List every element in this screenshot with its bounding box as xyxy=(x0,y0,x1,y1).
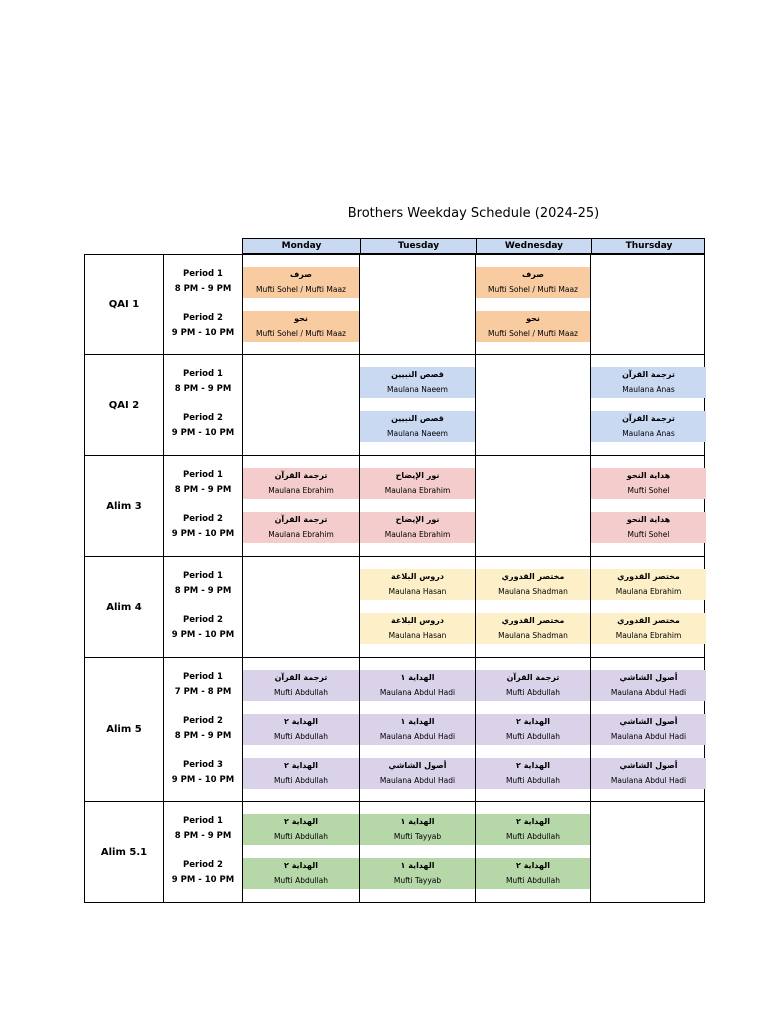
subject-name: ترجمة القرآن xyxy=(274,515,328,524)
teacher-name: Maulana Ebrahim xyxy=(615,631,682,640)
day-cell-thursday xyxy=(591,255,706,354)
day-cell-thursday xyxy=(591,658,706,801)
day-cell-monday xyxy=(243,456,360,556)
class-session xyxy=(243,858,359,889)
teacher-name: Mufti Abdullah xyxy=(505,688,561,697)
schedule-title: Brothers Weekday Schedule (2024-25) xyxy=(347,206,600,221)
day-cell-tuesday xyxy=(360,355,476,455)
teacher-name: Maulana Anas xyxy=(622,385,675,394)
subject-name: مختصر القدوري xyxy=(617,616,680,625)
period-time: 9 PM - 10 PM xyxy=(171,630,235,640)
day-cell-monday xyxy=(243,355,360,455)
teacher-name: Maulana Abdul Hadi xyxy=(610,732,687,741)
period-label: Period 1 xyxy=(183,672,223,682)
day-cell-thursday xyxy=(591,557,706,657)
teacher-name: Mufti Sohel xyxy=(627,486,670,495)
day-header-monday: Monday xyxy=(281,241,322,251)
class-session xyxy=(243,512,359,543)
class-session xyxy=(591,468,706,499)
day-header-tuesday: Tuesday xyxy=(360,239,476,253)
teacher-name: Mufti Abdullah xyxy=(273,776,329,785)
class-session xyxy=(360,512,475,543)
period-label: Period 2 xyxy=(183,860,223,870)
teacher-name: Mufti Abdullah xyxy=(273,832,329,841)
period-time: 9 PM - 10 PM xyxy=(171,529,235,539)
subject-name: مختصر القدوري xyxy=(501,572,565,581)
class-session xyxy=(476,858,590,889)
class-session xyxy=(591,411,706,442)
class-session xyxy=(243,670,359,701)
teacher-name: Mufti Abdullah xyxy=(273,688,329,697)
subject-name: ترجمة القرآن xyxy=(274,471,328,480)
subject-name: ترجمة القرآن xyxy=(622,414,675,423)
teacher-name: Maulana Naeem xyxy=(387,429,448,438)
teacher-name: Maulana Abdul Hadi xyxy=(379,776,456,785)
class-name: Alim 5.1 xyxy=(85,802,164,902)
class-session xyxy=(591,758,706,789)
day-cell-thursday xyxy=(591,355,706,455)
period-time: 9 PM - 10 PM xyxy=(171,775,235,785)
teacher-name: Maulana Abdul Hadi xyxy=(379,688,456,697)
period-time: 9 PM - 10 PM xyxy=(171,428,235,438)
day-cell-tuesday xyxy=(360,255,476,354)
period-column xyxy=(164,802,243,902)
day-cell-thursday xyxy=(591,802,706,902)
subject-name: هداية النحو xyxy=(626,515,671,524)
subject-name: الهداية ٢ xyxy=(284,717,318,726)
subject-name: الهداية ٢ xyxy=(516,761,550,770)
period-label: Period 1 xyxy=(183,470,223,480)
class-session xyxy=(591,512,706,543)
period-column xyxy=(164,557,243,657)
class-session xyxy=(360,670,475,701)
class-session xyxy=(360,367,475,398)
teacher-name: Mufti Sohel xyxy=(627,530,670,539)
period-label: Period 2 xyxy=(183,313,223,323)
class-row xyxy=(84,557,705,658)
teacher-name: Maulana Anas xyxy=(622,429,675,438)
teacher-name: Mufti Sohel / Mufti Maaz xyxy=(488,285,578,294)
period-label: Period 2 xyxy=(183,716,223,726)
teacher-name: Mufti Abdullah xyxy=(505,876,561,885)
class-session xyxy=(360,758,475,789)
class-session xyxy=(476,267,590,298)
period-time: 8 PM - 9 PM xyxy=(174,586,232,596)
teacher-name: Maulana Ebrahim xyxy=(268,486,334,495)
subject-name: نحو xyxy=(526,314,540,323)
class-session xyxy=(360,468,475,499)
class-name: Alim 5 xyxy=(85,658,164,801)
subject-name: أصول الشاشي xyxy=(619,673,678,682)
subject-name: الهداية ٢ xyxy=(516,861,550,870)
class-session xyxy=(243,267,359,298)
schedule-grid xyxy=(84,254,705,903)
class-row xyxy=(84,355,705,456)
teacher-name: Maulana Ebrahim xyxy=(268,530,334,539)
subject-name: ترجمة القرآن xyxy=(274,673,328,682)
day-cell-tuesday xyxy=(360,802,476,902)
class-session xyxy=(476,814,590,845)
teacher-name: Mufti Abdullah xyxy=(505,776,561,785)
period-column xyxy=(164,255,243,354)
day-cell-monday xyxy=(243,255,360,354)
day-cell-wednesday xyxy=(476,355,591,455)
class-session xyxy=(591,670,706,701)
period-time: 8 PM - 9 PM xyxy=(174,485,232,495)
period-label: Period 1 xyxy=(183,816,223,826)
day-cell-wednesday xyxy=(476,802,591,902)
teacher-name: Maulana Ebrahim xyxy=(615,587,682,596)
period-time: 9 PM - 10 PM xyxy=(171,875,235,885)
period-time: 8 PM - 9 PM xyxy=(174,831,232,841)
class-session xyxy=(360,858,475,889)
day-cell-monday xyxy=(243,802,360,902)
subject-name: الهداية ١ xyxy=(400,673,435,682)
teacher-name: Mufti Sohel / Mufti Maaz xyxy=(256,329,346,338)
period-label: Period 1 xyxy=(183,571,223,581)
class-session xyxy=(476,311,590,342)
subject-name: دروس البلاغة xyxy=(391,616,444,625)
class-session xyxy=(360,714,475,745)
class-session xyxy=(591,569,706,600)
subject-name: الهداية ٢ xyxy=(516,717,550,726)
class-session xyxy=(591,714,706,745)
teacher-name: Mufti Tayyab xyxy=(393,832,442,841)
subject-name: الهداية ٢ xyxy=(284,861,318,870)
period-time: 9 PM - 10 PM xyxy=(171,328,235,338)
class-session xyxy=(591,613,706,644)
day-header-row xyxy=(242,238,705,254)
teacher-name: Maulana Ebrahim xyxy=(384,486,451,495)
day-cell-tuesday xyxy=(360,456,476,556)
class-name: Alim 4 xyxy=(85,557,164,657)
teacher-name: Mufti Tayyab xyxy=(393,876,442,885)
teacher-name: Mufti Abdullah xyxy=(505,732,561,741)
period-column xyxy=(164,658,243,801)
subject-name: أصول الشاشي xyxy=(388,761,447,770)
subject-name: الهداية ١ xyxy=(400,861,435,870)
subject-name: نور الإيضاح xyxy=(395,471,440,480)
subject-name: نحو xyxy=(294,314,308,323)
period-column xyxy=(164,456,243,556)
class-session xyxy=(360,569,475,600)
class-session xyxy=(476,613,590,644)
subject-name: الهداية ٢ xyxy=(284,817,318,826)
teacher-name: Mufti Sohel / Mufti Maaz xyxy=(488,329,578,338)
subject-name: نور الإيضاح xyxy=(395,515,440,524)
class-session xyxy=(476,714,590,745)
class-session xyxy=(360,814,475,845)
subject-name: صرف xyxy=(522,270,544,279)
subject-name: ترجمة القرآن xyxy=(506,673,560,682)
class-session xyxy=(476,670,590,701)
period-label: Period 2 xyxy=(183,514,223,524)
class-session xyxy=(243,311,359,342)
class-session xyxy=(243,468,359,499)
day-header-thursday: Thursday xyxy=(591,239,706,253)
teacher-name: Maulana Naeem xyxy=(387,385,448,394)
period-time: 8 PM - 9 PM xyxy=(174,731,232,741)
teacher-name: Mufti Abdullah xyxy=(273,876,329,885)
day-cell-wednesday xyxy=(476,456,591,556)
teacher-name: Maulana Ebrahim xyxy=(384,530,451,539)
period-label: Period 1 xyxy=(183,369,223,379)
period-column xyxy=(164,355,243,455)
subject-name: الهداية ١ xyxy=(400,717,435,726)
teacher-name: Maulana Abdul Hadi xyxy=(610,688,687,697)
day-cell-tuesday xyxy=(360,557,476,657)
day-cell-monday xyxy=(243,557,360,657)
subject-name: قصص النبيين xyxy=(391,370,444,379)
class-session xyxy=(243,714,359,745)
period-time: 7 PM - 8 PM xyxy=(174,687,232,697)
class-session xyxy=(476,569,590,600)
period-time: 8 PM - 9 PM xyxy=(174,384,232,394)
class-name: QAI 2 xyxy=(85,355,164,455)
class-name: Alim 3 xyxy=(85,456,164,556)
class-row xyxy=(84,456,705,557)
subject-name: هداية النحو xyxy=(626,471,671,480)
subject-name: الهداية ١ xyxy=(400,817,435,826)
day-cell-wednesday xyxy=(476,255,591,354)
subject-name: دروس البلاغة xyxy=(391,572,444,581)
day-cell-monday xyxy=(243,658,360,801)
subject-name: الهداية ٢ xyxy=(284,761,318,770)
subject-name: ترجمة القرآن xyxy=(622,370,675,379)
subject-name: أصول الشاشي xyxy=(619,717,678,726)
teacher-name: Maulana Shadman xyxy=(498,631,568,640)
class-session xyxy=(360,411,475,442)
teacher-name: Maulana Shadman xyxy=(498,587,568,596)
period-label: Period 3 xyxy=(183,760,223,770)
period-time: 8 PM - 9 PM xyxy=(174,284,232,294)
teacher-name: Maulana Hasan xyxy=(388,631,447,640)
class-session xyxy=(243,814,359,845)
day-cell-thursday xyxy=(591,456,706,556)
subject-name: قصص النبيين xyxy=(391,414,444,423)
subject-name: صرف xyxy=(290,270,312,279)
teacher-name: Maulana Hasan xyxy=(388,587,447,596)
class-row xyxy=(84,658,705,802)
period-label: Period 2 xyxy=(183,413,223,423)
period-label: Period 2 xyxy=(183,615,223,625)
day-header-wednesday: Wednesday xyxy=(476,239,591,253)
subject-name: أصول الشاشي xyxy=(619,761,678,770)
period-label: Period 1 xyxy=(183,269,223,279)
class-session xyxy=(591,367,706,398)
class-name: QAI 1 xyxy=(85,255,164,354)
teacher-name: Mufti Abdullah xyxy=(505,832,561,841)
class-session xyxy=(360,613,475,644)
day-cell-wednesday xyxy=(476,658,591,801)
teacher-name: Maulana Abdul Hadi xyxy=(610,776,687,785)
class-row xyxy=(84,254,705,355)
class-session xyxy=(243,758,359,789)
teacher-name: Mufti Sohel / Mufti Maaz xyxy=(256,285,346,294)
subject-name: مختصر القدوري xyxy=(501,616,565,625)
teacher-name: Maulana Abdul Hadi xyxy=(379,732,456,741)
subject-name: الهداية ٢ xyxy=(516,817,550,826)
class-row xyxy=(84,802,705,903)
teacher-name: Mufti Abdullah xyxy=(273,732,329,741)
class-session xyxy=(476,758,590,789)
subject-name: مختصر القدوري xyxy=(617,572,680,581)
day-cell-wednesday xyxy=(476,557,591,657)
day-cell-tuesday xyxy=(360,658,476,801)
